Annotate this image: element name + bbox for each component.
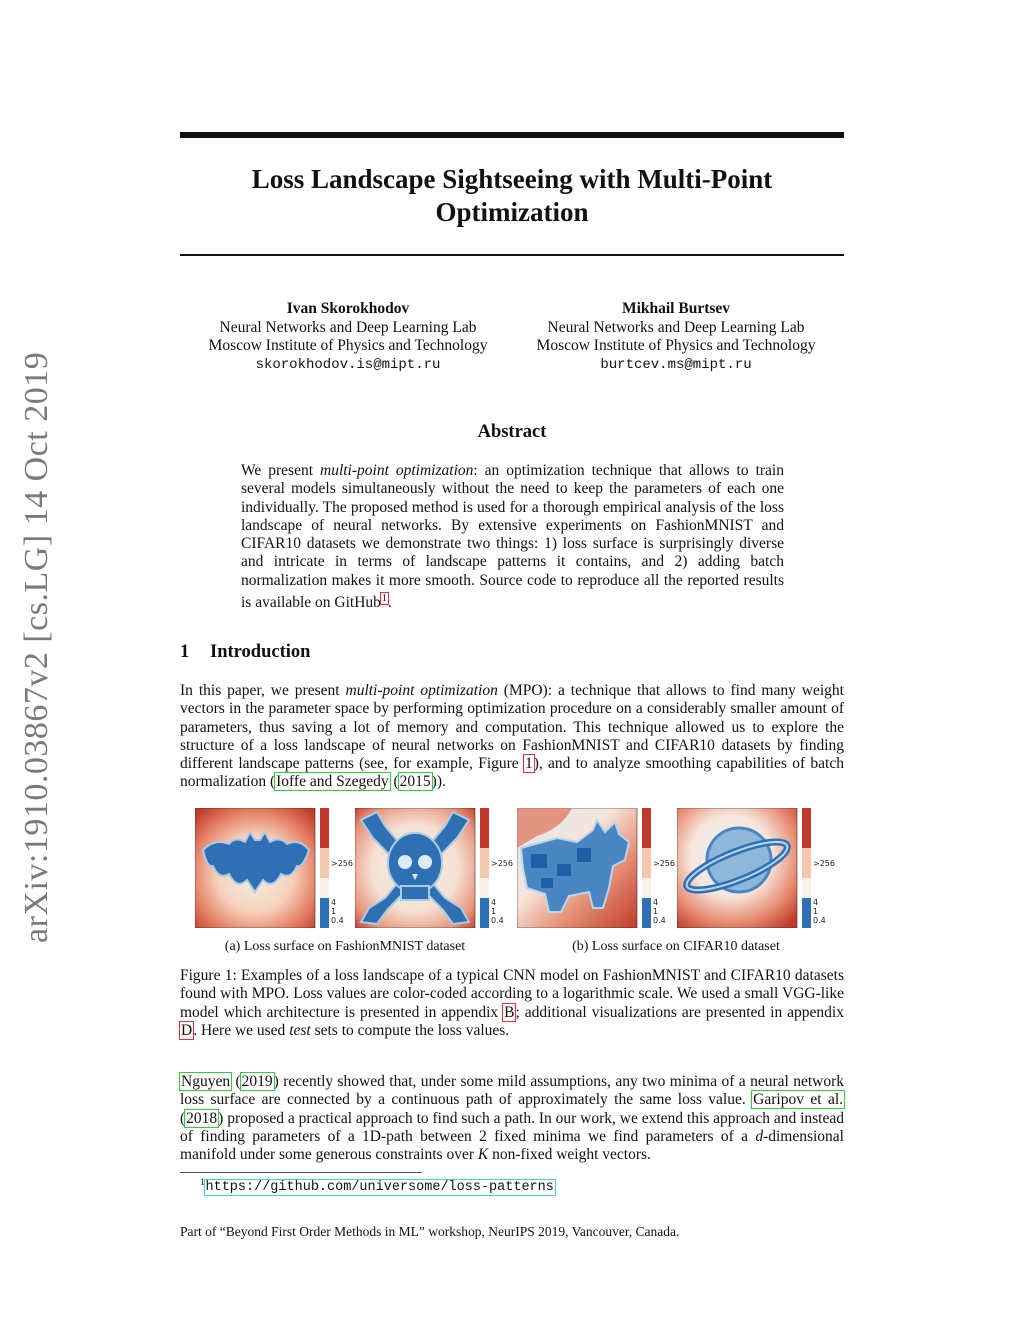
abstract-text: We present multi-point optimization: an optimization technique that allows to train several models simultaneously without the need to keep the parameters of each one individually. The proposed method is used for a thorough empirical analysis of the loss landscape of neural networks. By extensive experiments on FashionMNIST and CIFAR10 datasets we demonstrate two things: 1) loss surface is surprisingly diverse and intricate in terms of landscape patterns it contains, and 2) adding batch normalization makes it more smooth. Source code to reproduce all the reported results is available on GitHub$^1$. — [241, 462, 784, 612]
author-affiliation: Neural Networks and Deep Learning Lab — [547, 318, 805, 336]
section-heading: 1 Introduction — [180, 642, 311, 662]
subfigure-caption-b: (b) Loss surface on CIFAR10 dataset — [572, 939, 780, 954]
body-paragraph: Nguyen (2019) recently showed that, under some mild assumptions, any two minima of a neural network loss surface are connected by a continuous path of approximately the same loss value. Garipov et al. (2018) proposed a practical approach to find such a path. In our work, we extend this approach and instead of finding parameters of a 1D-path between 2 fixed minima we find parameters of a d-dimensional manifold under some generous constraints over K non-fixed weight vectors. — [180, 1073, 844, 1164]
author-name: Mikhail Burtsev — [621, 300, 731, 317]
arxiv-identifier[interactable]: arXiv:1910.03867v2 [cs.LG] 14 Oct 2019 — [18, 351, 55, 943]
colorbar-label: 1 — [331, 907, 337, 916]
footnote: $^1$https://github.com/universome/loss-patterns — [200, 1177, 554, 1196]
colorbar-label: 1 — [813, 907, 819, 916]
colorbar-label: >256 — [813, 859, 835, 868]
author-block-1 — [183, 300, 513, 374]
colorbar-label: 4 — [813, 898, 819, 907]
citation-year-link[interactable]: 2018 — [186, 1109, 218, 1127]
colorbar-label: 4 — [331, 898, 337, 907]
figure-caption: Figure 1: Examples of a loss landscape of a typical CNN model on FashionMNIST and CIFAR10 datasets found with MPO. Loss values are color-coded according to a logarithmic scale. We used a small VGG-like model which architecture is presented in appendix B; additional visualizations are presented in appendix D. Here we used test sets to compute the loss values. — [180, 967, 844, 1039]
citation-link[interactable]: Nguyen — [181, 1073, 231, 1090]
author-email[interactable]: skorokhodov.is@mipt.ru — [255, 356, 441, 373]
colorbar-label: 4 — [491, 898, 497, 907]
loss-surface-skull — [355, 808, 515, 928]
colorbar-label: >256 — [491, 859, 513, 868]
loss-surface-planet — [677, 808, 837, 928]
colorbar-label: 0.4 — [813, 916, 826, 925]
colorbar-label: 0.4 — [331, 916, 344, 925]
colorbar-label: 1 — [653, 907, 659, 916]
intro-paragraph: In this paper, we present multi-point optimization (MPO): a technique that allows to find many weight vectors in the parameter space by performing optimization procedure on a considerably smaller amount of parameters, thus saving a lot of memory and computation. This technique allowed us to explore the structure of a loss landscape of neural networks on FashionMNIST and CIFAR10 datasets by finding different landscape patterns (see, for example, Figure 1), and to analyze smoothing capabilities of batch normalization (Ioffe and Szegedy (2015)). — [180, 682, 844, 791]
colorbar-label: >256 — [653, 859, 675, 868]
title-bottom-rule — [180, 254, 844, 256]
author-institution: Moscow Institute of Physics and Technology — [536, 337, 816, 354]
abstract-heading: Abstract — [477, 422, 547, 442]
github-url-link[interactable]: https://github.com/universome/loss-patterns — [205, 1180, 554, 1196]
citation-link[interactable]: Ioffe and Szegedy — [276, 773, 389, 791]
colorbar-label: >256 — [331, 859, 353, 868]
appendix-ref-link[interactable]: B — [504, 1003, 515, 1021]
author-email[interactable]: burtcev.ms@mipt.ru — [600, 356, 752, 373]
figure-1 — [180, 808, 844, 938]
figure-ref-link[interactable]: 1 — [524, 755, 533, 773]
author-name: Ivan Skorokhodov — [286, 300, 410, 317]
footnote-rule — [180, 1172, 422, 1173]
title-top-rule — [180, 132, 844, 138]
author-affiliation: Neural Networks and Deep Learning Lab — [219, 318, 477, 336]
loss-surface-bat — [195, 808, 355, 928]
author-block-2 — [511, 300, 841, 374]
citation-link[interactable]: Garipov et al. — [753, 1091, 844, 1109]
colorbar-label: 1 — [491, 907, 497, 916]
colorbar-label: 0.4 — [653, 916, 666, 925]
paper-title: Loss Landscape Sightseeing with Multi-Point Optimization — [251, 164, 773, 227]
author-institution: Moscow Institute of Physics and Technology — [208, 337, 488, 354]
footnote-link[interactable]: 1 — [381, 593, 387, 605]
venue-note: Part of “Beyond First Order Methods in ML” workshop, NeurIPS 2019, Vancouver, Canada. — [180, 1224, 680, 1239]
appendix-ref-link[interactable]: D — [181, 1021, 193, 1039]
citation-year-link[interactable]: 2019 — [241, 1073, 273, 1090]
colorbar-label: 4 — [653, 898, 659, 907]
loss-surface-cow — [517, 808, 677, 928]
subfigure-caption-a: (a) Loss surface on FashionMNIST dataset — [224, 939, 466, 954]
colorbar-label: 0.4 — [491, 916, 504, 925]
citation-year-link[interactable]: 2015 — [399, 773, 431, 791]
